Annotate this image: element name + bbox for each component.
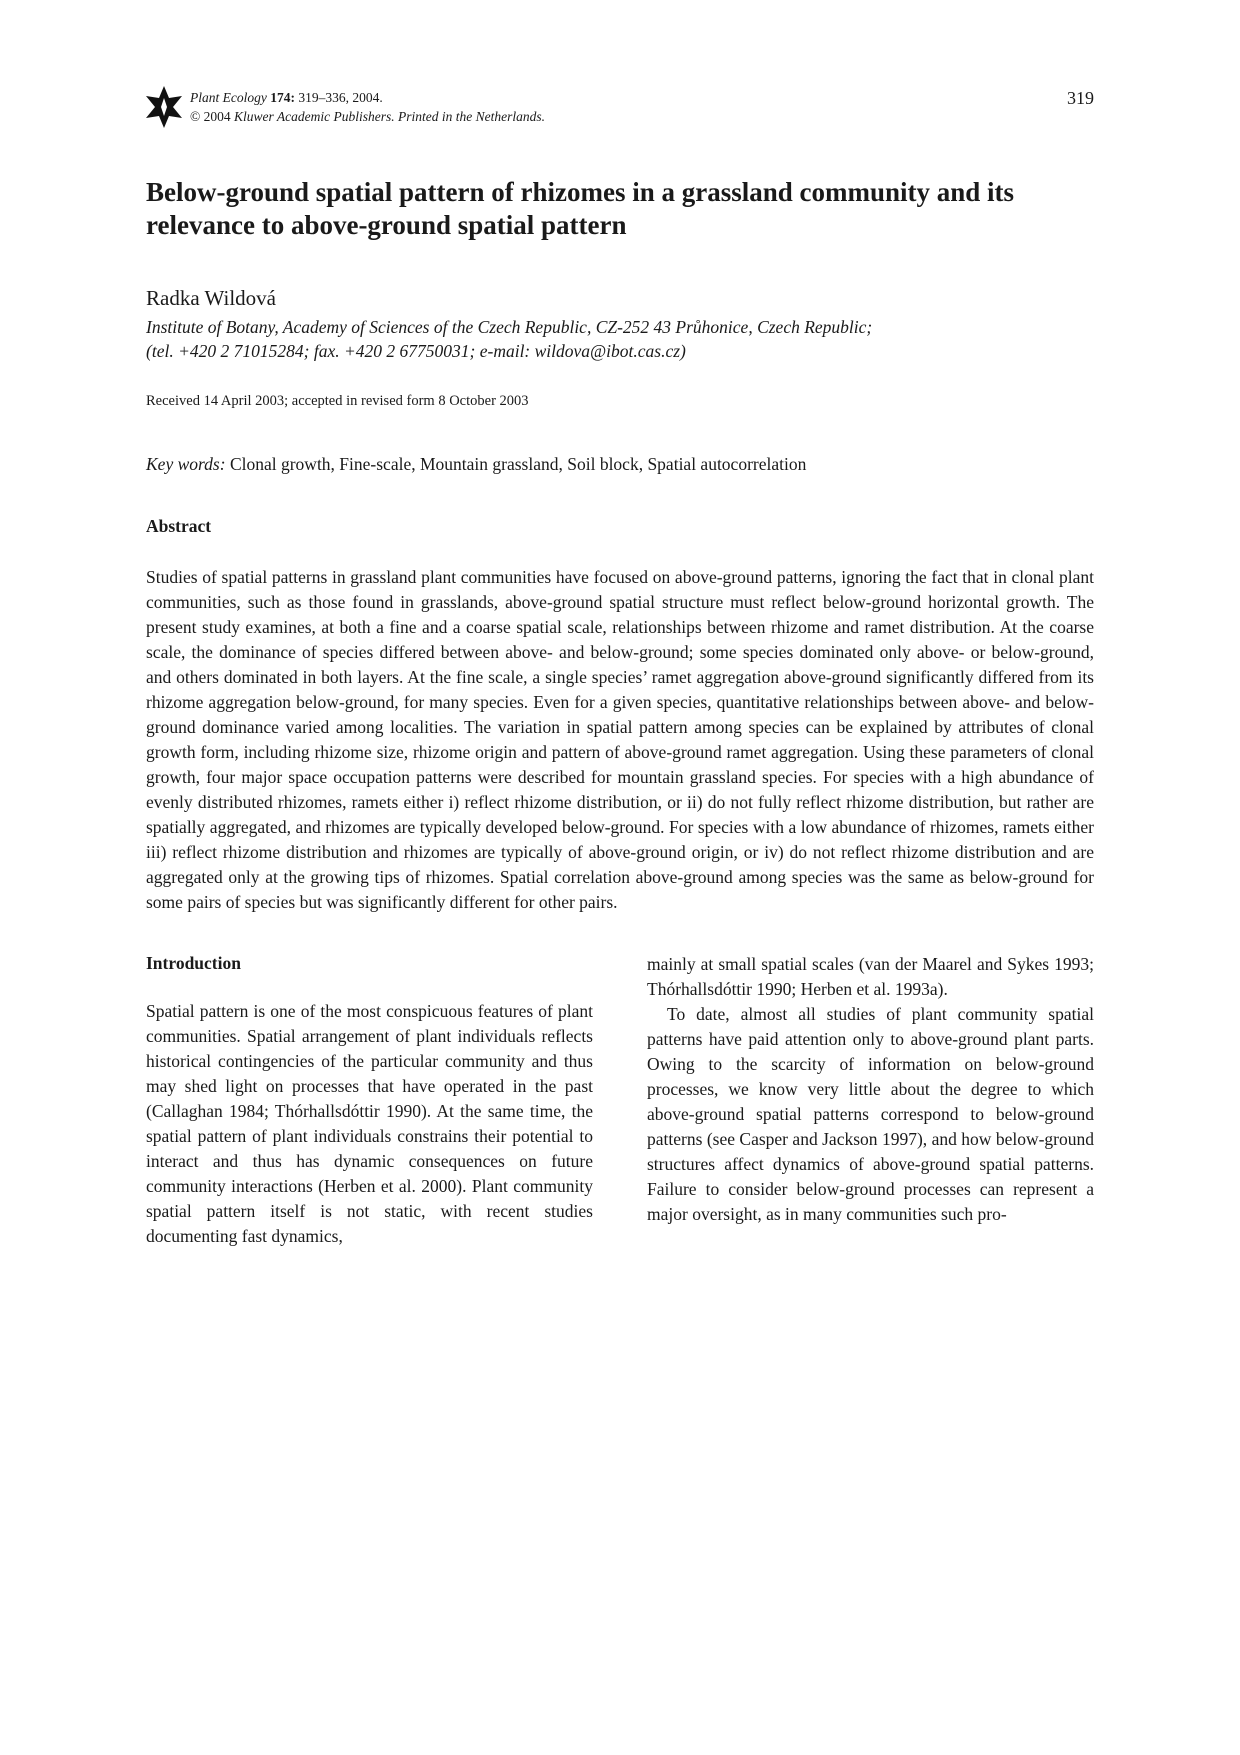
keywords-label: Key words: <box>146 454 226 474</box>
received-dates: Received 14 April 2003; accepted in revised form 8 October 2003 <box>146 393 529 409</box>
body-columns <box>146 952 1094 1249</box>
affiliation-line-1: Institute of Botany, Academy of Sciences of the Czech Republic, CZ-252 43 Průhonice, Czech Republic; <box>146 317 873 337</box>
author-affiliation <box>146 315 1094 363</box>
publisher-logo-icon <box>146 86 182 128</box>
journal-name: Plant Ecology <box>190 90 267 105</box>
publisher-name: Kluwer Academic Publishers. Printed in the Netherlands. <box>234 109 545 124</box>
left-column <box>146 952 593 1249</box>
journal-citation <box>190 88 545 126</box>
running-head <box>146 80 1094 136</box>
introduction-paragraph: Spatial pattern is one of the most conspicuous features of plant communities. Spatial arrangement of plant individuals reflects historical contingencies of the particular community and thus may shed light on processes that have operated in the past (Callaghan 1984; Thórhallsdóttir 1990). At the same time, the spatial pattern of plant individuals constrains their potential to interact and thus has dynamic consequences on future community interactions (Herben et al. 2000). Plant community spatial pattern itself is not static, with recent studies documenting fast dynamics, <box>146 1001 593 1246</box>
abstract-text: Studies of spatial patterns in grassland plant communities have focused on above-ground patterns, ignoring the fact that in clonal plant communities, such as those found in grasslands, above-ground spatial structure must reflect below-ground horizontal growth. The present study examines, at both a fine and a coarse spatial scale, relationships between rhizome and ramet distribution. At the coarse scale, the dominance of species differed between above- and below-ground; some species dominated only above- or below-ground, and others dominated in both layers. At the fine scale, a single species’ ramet aggregation above-ground significantly differed from its rhizome aggregation below-ground, for many species. Even for a given species, quantitative relationships between above- and below-ground dominance varied among localities. The variation in spatial pattern among species can be explained by attributes of clonal growth form, including rhizome size, rhizome origin and pattern of above-ground ramet aggregation. Using these parameters of clonal growth, four major space occupation patterns were described for mountain grassland species. For species with a high abundance of evenly distributed rhizomes, ramets either i) reflect rhizome distribution, or ii) do not fully reflect rhizome distribution, but rather are spatially aggregated, and rhizomes are typically developed below-ground. For species with a low abundance of rhizomes, ramets either iii) reflect rhizome distribution and rhizomes are typically of above-ground origin, or iv) do not reflect rhizome distribution and are aggregated only at the growing tips of rhizomes. Spatial correlation above-ground among species was the same as below-ground for some pairs of species but was significantly different for other pairs. <box>146 567 1094 912</box>
citation-line-1 <box>190 88 545 107</box>
right-column <box>647 952 1094 1249</box>
introduction-paragraph-continued: mainly at small spatial scales (van der Maarel and Sykes 1993; Thórhallsdóttir 1990; Herben et al. 1993a). <box>647 954 1094 999</box>
abstract-heading: Abstract <box>146 516 212 536</box>
journal-volume: 174: <box>270 90 295 105</box>
keywords-list: Clonal growth, Fine-scale, Mountain grassland, Soil block, Spatial autocorrelation <box>225 454 807 474</box>
affiliation-line-2: (tel. +420 2 71015284; fax. +420 2 67750031; e-mail: wildova@ibot.cas.cz) <box>146 341 686 361</box>
journal-pages-year: 319–336, 2004. <box>294 90 383 105</box>
article-title: Below-ground spatial pattern of rhizomes in a grassland community and its relevance to above-ground spatial pattern <box>146 177 1015 240</box>
journal-page <box>146 80 1094 1249</box>
citation-line-2 <box>190 107 545 126</box>
keywords <box>146 453 1094 475</box>
page-number: 319 <box>1067 88 1094 108</box>
introduction-heading: Introduction <box>146 953 241 973</box>
introduction-paragraph: To date, almost all studies of plant community spatial patterns have paid attention only to above-ground plant parts. Owing to the scarcity of information on below-ground processes, we know very little about the degree to which above-ground spatial patterns correspond to below-ground patterns (see Casper and Jackson 1997), and how below-ground structures affect dynamics of above-ground spatial patterns. Failure to consider below-ground processes can represent a major oversight, as in many communities such pro- <box>647 1004 1094 1224</box>
copyright-notice: © 2004 <box>190 109 235 124</box>
author-name: Radka Wildová <box>146 286 276 310</box>
